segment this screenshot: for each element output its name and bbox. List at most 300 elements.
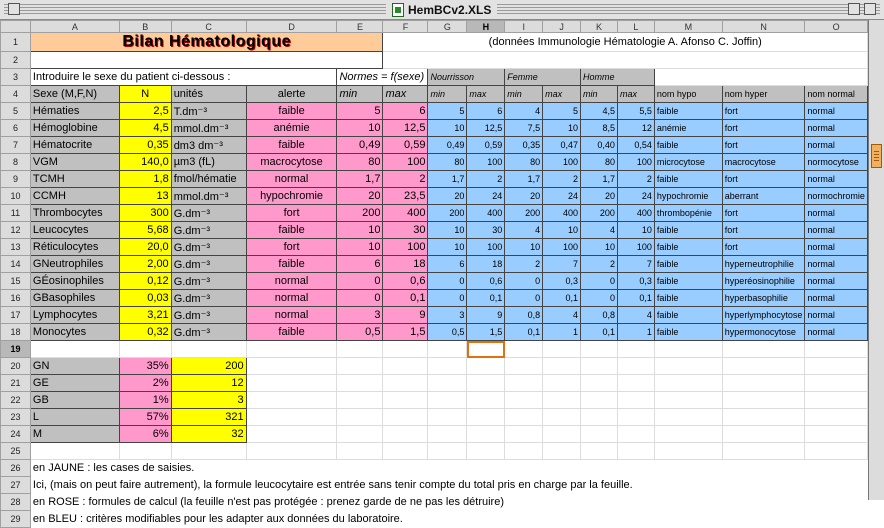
formula-label[interactable]: GE <box>30 375 119 392</box>
cell-empty[interactable] <box>428 443 467 460</box>
homme-min-cell[interactable]: 0,1 <box>581 324 618 341</box>
sheet-table[interactable] <box>0 20 868 528</box>
nourrisson-min-cell[interactable]: 10 <box>428 222 467 239</box>
femme-max-cell[interactable]: 2 <box>543 171 581 188</box>
group-femme[interactable]: Femme <box>505 69 581 86</box>
cell-empty[interactable] <box>722 426 805 443</box>
parameter-value-input[interactable]: 0,03 <box>119 290 171 307</box>
cell-empty[interactable] <box>581 426 618 443</box>
nom-hyper-cell[interactable]: fort <box>722 137 805 154</box>
parameter-value-input[interactable]: 1,8 <box>119 171 171 188</box>
norm-max-cell[interactable]: 100 <box>383 239 428 256</box>
alert-cell[interactable]: normal <box>246 290 337 307</box>
column-header[interactable]: A <box>30 21 119 33</box>
cell-empty[interactable] <box>246 341 337 358</box>
formula-label[interactable]: M <box>30 426 119 443</box>
cell-empty[interactable] <box>428 341 467 358</box>
nourrisson-max-cell[interactable]: 24 <box>467 188 505 205</box>
parameter-value-input[interactable]: 4,5 <box>119 120 171 137</box>
homme-max-cell[interactable]: 4 <box>617 307 654 324</box>
parameter-name[interactable]: Hémoglobine <box>30 120 119 137</box>
homme-min-cell[interactable]: 0,8 <box>581 307 618 324</box>
norm-min-cell[interactable]: 10 <box>337 222 383 239</box>
homme-min-cell[interactable]: 0 <box>581 290 618 307</box>
formula-label[interactable]: L <box>30 409 119 426</box>
nom-hyper-cell[interactable]: fort <box>722 171 805 188</box>
nourrisson-max-cell[interactable]: 100 <box>467 239 505 256</box>
note-text[interactable]: Ici, (mais on peut faire autrement), la formule leucocytaire est entrée sans tenir compte du total pris en charge par la feuille. <box>32 479 633 491</box>
femme-min-cell[interactable]: 0,8 <box>505 307 543 324</box>
cell-empty[interactable] <box>805 409 868 426</box>
cell-empty[interactable] <box>581 409 618 426</box>
parameter-name[interactable]: GNeutrophiles <box>30 256 119 273</box>
formula-percent[interactable]: 1% <box>119 392 171 409</box>
nom-normal-cell[interactable]: normal <box>805 290 868 307</box>
cell-empty[interactable] <box>467 409 505 426</box>
cell-empty[interactable] <box>543 358 581 375</box>
column-header[interactable]: I <box>505 21 543 33</box>
cell-empty[interactable] <box>337 426 383 443</box>
alert-cell[interactable]: fort <box>246 239 337 256</box>
credit-cell[interactable]: (données Immunologie Hématologie A. Afonso C. Joffin) <box>383 33 868 52</box>
cell-empty[interactable] <box>383 443 428 460</box>
homme-min-cell[interactable]: 200 <box>581 205 618 222</box>
row-header[interactable]: 27 <box>1 477 31 494</box>
alert-cell[interactable]: faible <box>246 222 337 239</box>
cell-empty[interactable] <box>581 443 618 460</box>
cell-empty[interactable] <box>383 426 428 443</box>
parameter-name[interactable]: VGM <box>30 154 119 171</box>
min-header[interactable]: min <box>337 86 383 103</box>
femme-max-cell[interactable]: 4 <box>543 307 581 324</box>
cell-empty[interactable] <box>337 358 383 375</box>
cell-empty[interactable] <box>467 392 505 409</box>
cell-empty[interactable] <box>722 375 805 392</box>
norm-min-cell[interactable]: 6 <box>337 256 383 273</box>
parameter-unit[interactable]: G.dm⁻³ <box>171 239 246 256</box>
row-header[interactable]: 5 <box>1 103 31 120</box>
homme-min-cell[interactable]: 4,5 <box>581 103 618 120</box>
homme-max-cell[interactable]: 5,5 <box>617 103 654 120</box>
parameter-unit[interactable]: G.dm⁻³ <box>171 307 246 324</box>
norm-min-cell[interactable]: 10 <box>337 120 383 137</box>
normes-label[interactable]: Normes = f(sexe) <box>337 69 428 86</box>
nourrisson-max-cell[interactable]: 18 <box>467 256 505 273</box>
cell-empty[interactable] <box>617 392 654 409</box>
nom-hypo-cell[interactable]: faible <box>654 239 722 256</box>
cell-empty[interactable] <box>467 443 505 460</box>
cell-empty[interactable] <box>505 358 543 375</box>
cell-empty[interactable] <box>383 358 428 375</box>
spreadsheet-grid[interactable] <box>0 20 868 525</box>
cell-empty[interactable] <box>654 358 722 375</box>
column-header[interactable]: H <box>467 21 505 33</box>
row-header[interactable]: 28 <box>1 494 31 511</box>
norm-min-cell[interactable]: 5 <box>337 103 383 120</box>
sexe-input[interactable]: N <box>119 86 171 103</box>
nourrisson-max-cell[interactable]: 9 <box>467 307 505 324</box>
femme-max-header[interactable]: max <box>543 86 581 103</box>
nom-hypo-cell[interactable]: thrombopénie <box>654 205 722 222</box>
formula-percent[interactable]: 35% <box>119 358 171 375</box>
nourrisson-max-cell[interactable]: 1,5 <box>467 324 505 341</box>
norm-min-cell[interactable]: 80 <box>337 154 383 171</box>
nourrisson-max-cell[interactable]: 0,6 <box>467 273 505 290</box>
row-header[interactable]: 17 <box>1 307 31 324</box>
nourrisson-min-cell[interactable]: 80 <box>428 154 467 171</box>
cell-empty[interactable] <box>505 375 543 392</box>
row-header[interactable]: 26 <box>1 460 31 477</box>
cell-empty[interactable] <box>805 392 868 409</box>
norm-max-cell[interactable]: 23,5 <box>383 188 428 205</box>
parameter-value-input[interactable]: 0,12 <box>119 273 171 290</box>
parameter-unit[interactable]: µm3 (fL) <box>171 154 246 171</box>
cell-empty[interactable] <box>246 358 337 375</box>
cell-empty[interactable] <box>543 443 581 460</box>
formula-percent[interactable]: 57% <box>119 409 171 426</box>
sheet-title[interactable]: Bilan Hématologique <box>30 33 383 52</box>
homme-max-cell[interactable]: 100 <box>617 239 654 256</box>
norm-min-cell[interactable]: 0 <box>337 273 383 290</box>
cell-empty[interactable] <box>722 358 805 375</box>
homme-max-cell[interactable]: 1 <box>617 324 654 341</box>
column-header[interactable]: F <box>383 21 428 33</box>
nom-hypo-cell[interactable]: microcytose <box>654 154 722 171</box>
formula-value-input[interactable]: 3 <box>171 392 246 409</box>
homme-min-cell[interactable]: 80 <box>581 154 618 171</box>
homme-max-cell[interactable]: 24 <box>617 188 654 205</box>
parameter-name[interactable]: Hématocrite <box>30 137 119 154</box>
cell-empty[interactable] <box>337 409 383 426</box>
cell-empty[interactable] <box>722 443 805 460</box>
cell-empty[interactable] <box>617 409 654 426</box>
parameter-value-input[interactable]: 5,68 <box>119 222 171 239</box>
nom-hyper-cell[interactable]: hyperneutrophilie <box>722 256 805 273</box>
nourrisson-max-cell[interactable]: 12,5 <box>467 120 505 137</box>
homme-max-cell[interactable]: 0,54 <box>617 137 654 154</box>
nom-hyper-cell[interactable]: fort <box>722 222 805 239</box>
parameter-name[interactable]: Monocytes <box>30 324 119 341</box>
cell-empty[interactable] <box>30 52 383 69</box>
nom-hypo-cell[interactable]: faible <box>654 103 722 120</box>
cell-empty[interactable] <box>383 375 428 392</box>
femme-max-cell[interactable]: 10 <box>543 120 581 137</box>
homme-min-header[interactable]: min <box>581 86 618 103</box>
nom-normal-cell[interactable]: normal <box>805 256 868 273</box>
homme-min-cell[interactable]: 20 <box>581 188 618 205</box>
parameter-unit[interactable]: G.dm⁻³ <box>171 222 246 239</box>
norm-max-cell[interactable]: 0,1 <box>383 290 428 307</box>
nourrisson-max-cell[interactable]: 30 <box>467 222 505 239</box>
nourrisson-max-cell[interactable]: 2 <box>467 171 505 188</box>
nourrisson-max-header[interactable]: max <box>467 86 505 103</box>
parameter-unit[interactable]: G.dm⁻³ <box>171 290 246 307</box>
row-header[interactable]: 3 <box>1 69 31 86</box>
femme-min-cell[interactable]: 4 <box>505 222 543 239</box>
row-header[interactable]: 23 <box>1 409 31 426</box>
cell-empty[interactable] <box>505 409 543 426</box>
cell-empty[interactable] <box>805 375 868 392</box>
zoom-box-icon[interactable] <box>848 3 860 15</box>
instruction-cell[interactable]: Introduire le sexe du patient ci-dessous : <box>30 69 337 86</box>
nom-hypo-cell[interactable]: faible <box>654 256 722 273</box>
cell-empty[interactable] <box>467 358 505 375</box>
cell-empty[interactable] <box>171 443 246 460</box>
homme-max-cell[interactable]: 10 <box>617 222 654 239</box>
norm-min-cell[interactable]: 20 <box>337 188 383 205</box>
parameter-name[interactable]: GÉosinophiles <box>30 273 119 290</box>
nourrisson-min-cell[interactable]: 3 <box>428 307 467 324</box>
parameter-unit[interactable]: fmol/hématie <box>171 171 246 188</box>
norm-max-cell[interactable]: 0,59 <box>383 137 428 154</box>
cell-empty[interactable] <box>617 375 654 392</box>
norm-min-cell[interactable]: 200 <box>337 205 383 222</box>
norm-min-cell[interactable]: 10 <box>337 239 383 256</box>
homme-max-cell[interactable]: 12 <box>617 120 654 137</box>
row-header[interactable]: 15 <box>1 273 31 290</box>
norm-max-cell[interactable]: 18 <box>383 256 428 273</box>
alert-cell[interactable]: macrocytose <box>246 154 337 171</box>
norm-max-cell[interactable]: 2 <box>383 171 428 188</box>
femme-max-cell[interactable]: 100 <box>543 154 581 171</box>
nom-hypo-cell[interactable]: anémie <box>654 120 722 137</box>
row-header[interactable]: 14 <box>1 256 31 273</box>
nourrisson-min-cell[interactable]: 0 <box>428 273 467 290</box>
nom-hyper-cell[interactable]: hyperlymphocytose <box>722 307 805 324</box>
femme-min-cell[interactable]: 0,1 <box>505 324 543 341</box>
row-header[interactable]: 9 <box>1 171 31 188</box>
group-nourrisson[interactable]: Nourrisson <box>428 69 505 86</box>
collapse-box-icon[interactable] <box>864 3 876 15</box>
cell-empty[interactable] <box>654 341 722 358</box>
alerte-header[interactable]: alerte <box>246 86 337 103</box>
parameter-value-input[interactable]: 3,21 <box>119 307 171 324</box>
femme-min-cell[interactable]: 1,7 <box>505 171 543 188</box>
homme-max-cell[interactable]: 400 <box>617 205 654 222</box>
column-header[interactable]: N <box>722 21 805 33</box>
formula-value-input[interactable]: 12 <box>171 375 246 392</box>
cell-empty[interactable] <box>383 392 428 409</box>
nourrisson-min-cell[interactable]: 0 <box>428 290 467 307</box>
cell-empty[interactable] <box>654 375 722 392</box>
row-header[interactable]: 25 <box>1 443 31 460</box>
parameter-unit[interactable]: dm3 dm⁻³ <box>171 137 246 154</box>
parameter-value-input[interactable]: 300 <box>119 205 171 222</box>
cell-empty[interactable] <box>581 392 618 409</box>
nom-hyper-cell[interactable]: fort <box>722 205 805 222</box>
nom-normal-header[interactable]: nom normal <box>805 86 868 103</box>
vertical-scrollbar[interactable] <box>868 20 884 500</box>
nourrisson-max-cell[interactable]: 100 <box>467 154 505 171</box>
nourrisson-min-cell[interactable]: 0,49 <box>428 137 467 154</box>
parameter-value-input[interactable]: 2,5 <box>119 103 171 120</box>
nom-hypo-cell[interactable]: faible <box>654 273 722 290</box>
column-header[interactable]: O <box>805 21 868 33</box>
formula-value-input[interactable]: 32 <box>171 426 246 443</box>
cell-empty[interactable] <box>617 443 654 460</box>
homme-min-cell[interactable]: 4 <box>581 222 618 239</box>
cell-empty[interactable] <box>654 69 867 86</box>
alert-cell[interactable]: faible <box>246 324 337 341</box>
homme-min-cell[interactable]: 8,5 <box>581 120 618 137</box>
column-header[interactable]: C <box>171 21 246 33</box>
scroll-thumb[interactable] <box>871 144 882 168</box>
row-header[interactable]: 7 <box>1 137 31 154</box>
parameter-unit[interactable]: G.dm⁻³ <box>171 273 246 290</box>
note-text[interactable]: en JAUNE : les cases de saisies. <box>32 462 195 474</box>
nom-hypo-cell[interactable]: faible <box>654 222 722 239</box>
row-header[interactable]: 4 <box>1 86 31 103</box>
cell-empty[interactable] <box>722 341 805 358</box>
nourrisson-max-cell[interactable]: 0,59 <box>467 137 505 154</box>
group-homme[interactable]: Homme <box>581 69 655 86</box>
alert-cell[interactable]: normal <box>246 273 337 290</box>
cell-empty[interactable] <box>581 358 618 375</box>
formula-label[interactable]: GN <box>30 358 119 375</box>
nom-hypo-header[interactable]: nom hypo <box>654 86 722 103</box>
parameter-name[interactable]: CCMH <box>30 188 119 205</box>
cell-empty[interactable] <box>428 375 467 392</box>
nom-normal-cell[interactable]: normal <box>805 222 868 239</box>
nom-normal-cell[interactable]: normochromie <box>805 188 868 205</box>
row-header[interactable]: 11 <box>1 205 31 222</box>
cell-empty[interactable] <box>543 426 581 443</box>
femme-min-cell[interactable]: 4 <box>505 103 543 120</box>
nom-normal-cell[interactable]: normal <box>805 103 868 120</box>
parameter-value-input[interactable]: 0,32 <box>119 324 171 341</box>
nourrisson-min-header[interactable]: min <box>428 86 467 103</box>
nourrisson-min-cell[interactable]: 200 <box>428 205 467 222</box>
nom-hyper-cell[interactable]: fort <box>722 239 805 256</box>
nom-hyper-cell[interactable]: macrocytose <box>722 154 805 171</box>
norm-min-cell[interactable]: 1,7 <box>337 171 383 188</box>
column-header[interactable]: D <box>246 21 337 33</box>
row-header[interactable]: 2 <box>1 52 31 69</box>
alert-cell[interactable]: normal <box>246 171 337 188</box>
parameter-value-input[interactable]: 0,35 <box>119 137 171 154</box>
homme-min-cell[interactable]: 10 <box>581 239 618 256</box>
norm-max-cell[interactable]: 6 <box>383 103 428 120</box>
sexe-label[interactable]: Sexe (M,F,N) <box>30 86 119 103</box>
homme-max-cell[interactable]: 100 <box>617 154 654 171</box>
cell-empty[interactable] <box>654 426 722 443</box>
nourrisson-min-cell[interactable]: 1,7 <box>428 171 467 188</box>
cell-empty[interactable] <box>617 358 654 375</box>
nom-normal-cell[interactable]: normal <box>805 120 868 137</box>
cell-empty[interactable] <box>337 392 383 409</box>
homme-max-cell[interactable]: 2 <box>617 171 654 188</box>
nom-hyper-cell[interactable]: hypermonocytose <box>722 324 805 341</box>
window-titlebar[interactable] <box>0 0 884 20</box>
cell-empty[interactable] <box>337 341 383 358</box>
femme-min-cell[interactable]: 7,5 <box>505 120 543 137</box>
nom-hyper-cell[interactable]: fort <box>722 120 805 137</box>
parameter-value-input[interactable]: 2,00 <box>119 256 171 273</box>
row-header[interactable]: 1 <box>1 33 31 52</box>
femme-min-cell[interactable]: 0 <box>505 290 543 307</box>
cell-empty[interactable] <box>581 375 618 392</box>
nom-normal-cell[interactable]: normal <box>805 205 868 222</box>
parameter-unit[interactable]: G.dm⁻³ <box>171 324 246 341</box>
nom-hyper-cell[interactable]: fort <box>722 103 805 120</box>
femme-max-cell[interactable]: 100 <box>543 239 581 256</box>
norm-max-cell[interactable]: 1,5 <box>383 324 428 341</box>
parameter-unit[interactable]: G.dm⁻³ <box>171 256 246 273</box>
alert-cell[interactable]: faible <box>246 256 337 273</box>
femme-max-cell[interactable]: 5 <box>543 103 581 120</box>
alert-cell[interactable]: faible <box>246 103 337 120</box>
cell-empty[interactable] <box>805 443 868 460</box>
column-header[interactable]: B <box>119 21 171 33</box>
cell-empty[interactable] <box>428 358 467 375</box>
parameter-value-input[interactable]: 140,0 <box>119 154 171 171</box>
norm-min-cell[interactable]: 3 <box>337 307 383 324</box>
cell-empty[interactable] <box>30 443 119 460</box>
cell-empty[interactable] <box>246 392 337 409</box>
cell-empty[interactable] <box>505 426 543 443</box>
femme-max-cell[interactable]: 10 <box>543 222 581 239</box>
parameter-name[interactable]: Leucocytes <box>30 222 119 239</box>
row-header[interactable]: 21 <box>1 375 31 392</box>
femme-max-cell[interactable]: 24 <box>543 188 581 205</box>
nom-hypo-cell[interactable]: hypochromie <box>654 188 722 205</box>
cell-empty[interactable] <box>654 392 722 409</box>
row-header[interactable]: 19 <box>1 341 31 358</box>
norm-max-cell[interactable]: 400 <box>383 205 428 222</box>
cell-empty[interactable] <box>581 341 618 358</box>
parameter-unit[interactable]: mmol.dm⁻³ <box>171 188 246 205</box>
row-header[interactable]: 24 <box>1 426 31 443</box>
nourrisson-max-cell[interactable]: 400 <box>467 205 505 222</box>
cell-empty[interactable] <box>428 409 467 426</box>
cell-empty[interactable] <box>543 341 581 358</box>
nom-normal-cell[interactable]: normal <box>805 307 868 324</box>
cell-empty[interactable] <box>246 375 337 392</box>
formula-percent[interactable]: 6% <box>119 426 171 443</box>
femme-max-cell[interactable]: 0,1 <box>543 290 581 307</box>
femme-min-cell[interactable]: 0,35 <box>505 137 543 154</box>
homme-min-cell[interactable]: 0,40 <box>581 137 618 154</box>
cell-empty[interactable] <box>383 409 428 426</box>
homme-min-cell[interactable]: 2 <box>581 256 618 273</box>
formula-value-input[interactable]: 321 <box>171 409 246 426</box>
alert-cell[interactable]: fort <box>246 205 337 222</box>
norm-max-cell[interactable]: 12,5 <box>383 120 428 137</box>
cell-empty[interactable] <box>505 341 543 358</box>
cell-empty[interactable] <box>505 392 543 409</box>
parameter-unit[interactable]: G.dm⁻³ <box>171 205 246 222</box>
formula-value-input[interactable]: 200 <box>171 358 246 375</box>
select-all-corner[interactable] <box>1 21 31 33</box>
nom-hypo-cell[interactable]: faible <box>654 171 722 188</box>
column-header[interactable]: J <box>543 21 581 33</box>
femme-min-cell[interactable]: 20 <box>505 188 543 205</box>
nourrisson-max-cell[interactable]: 6 <box>467 103 505 120</box>
cell-empty[interactable] <box>467 375 505 392</box>
femme-min-cell[interactable]: 10 <box>505 239 543 256</box>
nom-hypo-cell[interactable]: faible <box>654 307 722 324</box>
femme-min-header[interactable]: min <box>505 86 543 103</box>
cell-empty[interactable] <box>383 341 428 358</box>
alert-cell[interactable]: anémie <box>246 120 337 137</box>
cell-empty[interactable] <box>617 341 654 358</box>
cell-empty[interactable] <box>119 443 171 460</box>
row-header[interactable]: 6 <box>1 120 31 137</box>
cell-empty[interactable] <box>337 375 383 392</box>
row-header[interactable]: 22 <box>1 392 31 409</box>
cell-empty[interactable] <box>246 443 337 460</box>
femme-max-cell[interactable]: 7 <box>543 256 581 273</box>
